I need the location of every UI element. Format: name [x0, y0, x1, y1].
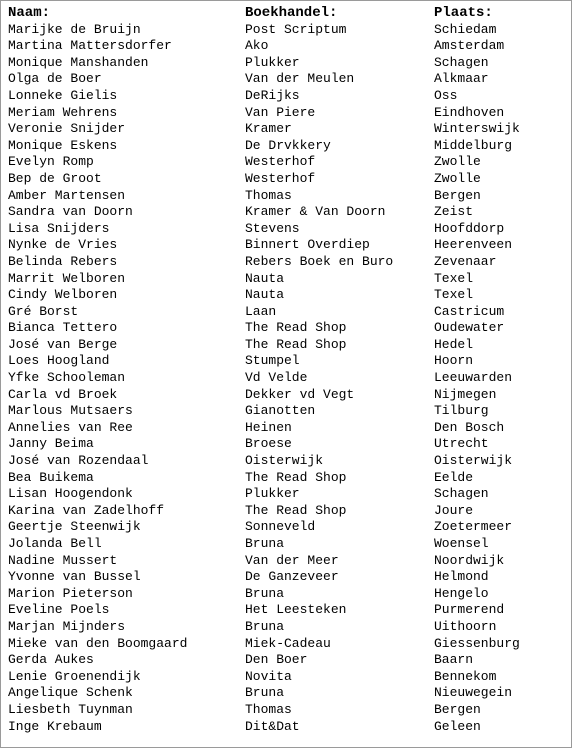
cell-place: Bennekom — [434, 668, 497, 684]
cell-place: Schiedam — [434, 21, 497, 37]
cell-store: Het Leesteken — [245, 602, 347, 618]
table-row — [8, 22, 564, 39]
table-row — [8, 337, 564, 354]
cell-place: Hedel — [434, 336, 474, 352]
cell-place: Purmerend — [434, 602, 505, 618]
cell-place: Joure — [434, 502, 474, 518]
table-row — [8, 586, 564, 603]
cell-place: Geleen — [434, 718, 481, 734]
table-row — [8, 486, 564, 503]
cell-place: Leeuwarden — [434, 370, 513, 386]
cell-name: Monique Manshanden — [8, 54, 149, 70]
header-name: Naam: — [8, 5, 51, 21]
cell-name: Bep de Groot — [8, 170, 102, 186]
cell-place: Castricum — [434, 303, 505, 319]
cell-place: Giessenburg — [434, 635, 520, 651]
cell-name: Monique Eskens — [8, 137, 118, 153]
cell-place: Zoetermeer — [434, 519, 513, 535]
cell-name: Lisa Snijders — [8, 220, 110, 236]
cell-place: Woensel — [434, 536, 489, 551]
header-place: Plaats: — [434, 5, 493, 21]
table-row — [8, 105, 564, 122]
table-row — [8, 287, 564, 304]
cell-place: Amsterdam — [434, 38, 505, 54]
cell-name: Loes Hoogland — [8, 353, 110, 369]
table-row — [8, 669, 564, 686]
table-row — [8, 569, 564, 586]
cell-place: Noordwijk — [434, 552, 505, 568]
cell-place: Helmond — [434, 569, 489, 585]
cell-name: Marlous Mutsaers — [8, 403, 133, 419]
table-body — [8, 22, 564, 736]
cell-name: Janny Beima — [8, 436, 94, 452]
cell-name: Amber Martensen — [8, 187, 126, 203]
cell-store: Den Boer — [245, 652, 308, 668]
cell-name: Evelyn Romp — [8, 154, 94, 170]
cell-store: Miek-Cadeau — [245, 635, 331, 651]
cell-name: Gré Borst — [8, 303, 79, 319]
cell-store: Plukker — [245, 486, 300, 502]
cell-place: Hoorn — [434, 353, 474, 369]
cell-store: The Read Shop — [245, 502, 347, 518]
table-row — [8, 71, 564, 88]
table-header — [8, 5, 564, 22]
cell-name: Meriam Wehrens — [8, 104, 118, 120]
cell-place: Bergen — [434, 187, 481, 203]
cell-store: Bruna — [245, 585, 285, 601]
cell-name: Eveline Poels — [8, 602, 110, 618]
cell-store: Stevens — [245, 220, 300, 236]
table-row — [8, 685, 564, 702]
table-row — [8, 55, 564, 72]
cell-store: Kramer & Van Doorn — [245, 204, 386, 220]
cell-name: Lonneke Gielis — [8, 87, 118, 103]
cell-store: Laan — [245, 303, 277, 319]
table-row — [8, 121, 564, 138]
table-row — [8, 403, 564, 420]
cell-name: Liesbeth Tuynman — [8, 701, 133, 717]
cell-name: Yvonne van Bussel — [8, 569, 141, 585]
table-row — [8, 719, 564, 736]
table-row — [8, 387, 564, 404]
cell-name: José van Berge — [8, 336, 118, 352]
cell-place: Alkmaar — [434, 71, 489, 87]
cell-store: Vd Velde — [245, 370, 308, 386]
cell-store: Westerhof — [245, 154, 316, 170]
cell-store: Sonneveld — [245, 519, 316, 535]
cell-place: Zwolle — [434, 154, 481, 170]
cell-name: Lenie Groenendijk — [8, 668, 141, 684]
table-row — [8, 503, 564, 520]
cell-place: Tilburg — [434, 403, 489, 419]
cell-store: Van Piere — [245, 104, 316, 120]
table-row — [8, 221, 564, 238]
cell-place: Nieuwegein — [434, 685, 513, 701]
cell-place: Hoofddorp — [434, 220, 505, 236]
cell-name: Yfke Schooleman — [8, 370, 126, 386]
cell-place: Heerenveen — [434, 237, 513, 253]
cell-store: Van der Meer — [245, 552, 339, 568]
table-row — [8, 154, 564, 171]
cell-store: Dit&Dat — [245, 718, 300, 734]
cell-store: Stumpel — [245, 353, 300, 369]
cell-place: Bergen — [434, 701, 481, 717]
table-row — [8, 254, 564, 271]
table-row — [8, 353, 564, 370]
cell-store: Thomas — [245, 701, 292, 717]
cell-name: Carla vd Broek — [8, 386, 118, 402]
cell-place: Zevenaar — [434, 253, 497, 269]
cell-name: Cindy Welboren — [8, 287, 118, 303]
table-row — [8, 38, 564, 55]
table-row — [8, 420, 564, 437]
cell-name: Geertje Steenwijk — [8, 519, 141, 535]
cell-name: Angelique Schenk — [8, 685, 133, 701]
cell-place: Eelde — [434, 469, 474, 485]
cell-store: Bruna — [245, 536, 285, 551]
cell-store: Gianotten — [245, 403, 316, 419]
table-row — [8, 138, 564, 155]
cell-store: Van der Meulen — [245, 71, 355, 87]
table-row — [8, 619, 564, 636]
bookstore-list-table — [8, 5, 564, 735]
cell-store: Nauta — [245, 287, 285, 303]
cell-name: Veronie Snijder — [8, 121, 126, 137]
cell-store: Thomas — [245, 187, 292, 203]
table-row — [8, 370, 564, 387]
cell-name: Gerda Aukes — [8, 652, 94, 668]
cell-store: Bruna — [245, 618, 285, 634]
cell-store: The Read Shop — [245, 469, 347, 485]
cell-name: Marrit Welboren — [8, 270, 126, 286]
table-row — [8, 304, 564, 321]
table-row — [8, 271, 564, 288]
cell-store: Dekker vd Vegt — [245, 386, 355, 402]
cell-place: Schagen — [434, 54, 489, 70]
table-row — [8, 436, 564, 453]
table-row — [8, 553, 564, 570]
cell-name: Jolanda Bell — [8, 536, 102, 551]
table-row — [8, 519, 564, 536]
table-row — [8, 204, 564, 221]
cell-place: Middelburg — [434, 137, 513, 153]
cell-place: Nijmegen — [434, 386, 497, 402]
cell-store: Post Scriptum — [245, 21, 347, 37]
table-row — [8, 88, 564, 105]
cell-store: Kramer — [245, 121, 292, 137]
cell-place: Utrecht — [434, 436, 489, 452]
cell-name: Marion Pieterson — [8, 585, 133, 601]
cell-name: Belinda Rebers — [8, 253, 118, 269]
cell-name: Bea Buikema — [8, 469, 94, 485]
cell-store: Nauta — [245, 270, 285, 286]
cell-place: Oudewater — [434, 320, 505, 336]
cell-place: Eindhoven — [434, 104, 505, 120]
table-row — [8, 453, 564, 470]
table-row — [8, 171, 564, 188]
cell-place: Texel — [434, 270, 474, 286]
cell-place: Oisterwijk — [434, 453, 513, 469]
cell-store: Rebers Boek en Buro — [245, 253, 394, 269]
cell-name: Mieke van den Boomgaard — [8, 635, 188, 651]
table-row — [8, 602, 564, 619]
cell-place: Oss — [434, 87, 458, 103]
cell-place: Texel — [434, 287, 474, 303]
cell-store: Novita — [245, 668, 292, 684]
cell-place: Hengelo — [434, 585, 489, 601]
cell-name: Karina van Zadelhoff — [8, 502, 165, 518]
cell-place: Schagen — [434, 486, 489, 502]
cell-store: Broese — [245, 436, 292, 452]
cell-name: Bianca Tettero — [8, 320, 118, 336]
cell-store: Westerhof — [245, 170, 316, 186]
table-row — [8, 237, 564, 254]
cell-place: Uithoorn — [434, 618, 497, 634]
cell-name: Annelies van Ree — [8, 419, 133, 435]
cell-name: José van Rozendaal — [8, 453, 149, 469]
cell-name: Sandra van Doorn — [8, 204, 133, 220]
cell-place: Den Bosch — [434, 419, 505, 435]
table-row — [8, 470, 564, 487]
table-row — [8, 702, 564, 719]
cell-place: Winterswijk — [434, 121, 520, 137]
header-store: Boekhandel: — [245, 5, 338, 21]
cell-store: The Read Shop — [245, 320, 347, 336]
table-row — [8, 188, 564, 205]
cell-store: Oisterwijk — [245, 453, 324, 469]
cell-store: Plukker — [245, 54, 300, 70]
cell-store: DeRijks — [245, 87, 300, 103]
cell-name: Inge Krebaum — [8, 718, 102, 734]
cell-name: Lisan Hoogendonk — [8, 486, 133, 502]
cell-name: Olga de Boer — [8, 71, 102, 87]
cell-place: Baarn — [434, 652, 474, 668]
table-row — [8, 320, 564, 337]
cell-name: Nynke de Vries — [8, 237, 118, 253]
cell-store: Ako — [245, 38, 269, 54]
cell-name: Nadine Mussert — [8, 552, 118, 568]
cell-store: The Read Shop — [245, 336, 347, 352]
table-row — [8, 636, 564, 653]
cell-store: Binnert Overdiep — [245, 237, 370, 253]
cell-name: Martina Mattersdorfer — [8, 38, 172, 54]
cell-name: Marjan Mijnders — [8, 618, 126, 634]
cell-store: De Ganzeveer — [245, 569, 339, 585]
table-row — [8, 536, 564, 553]
header-row — [8, 5, 564, 22]
cell-place: Zwolle — [434, 170, 481, 186]
table-row — [8, 652, 564, 669]
cell-place: Zeist — [434, 204, 474, 220]
cell-store: De Drvkkery — [245, 137, 331, 153]
cell-name: Marijke de Bruijn — [8, 21, 141, 37]
cell-store: Heinen — [245, 419, 292, 435]
cell-store: Bruna — [245, 685, 285, 701]
